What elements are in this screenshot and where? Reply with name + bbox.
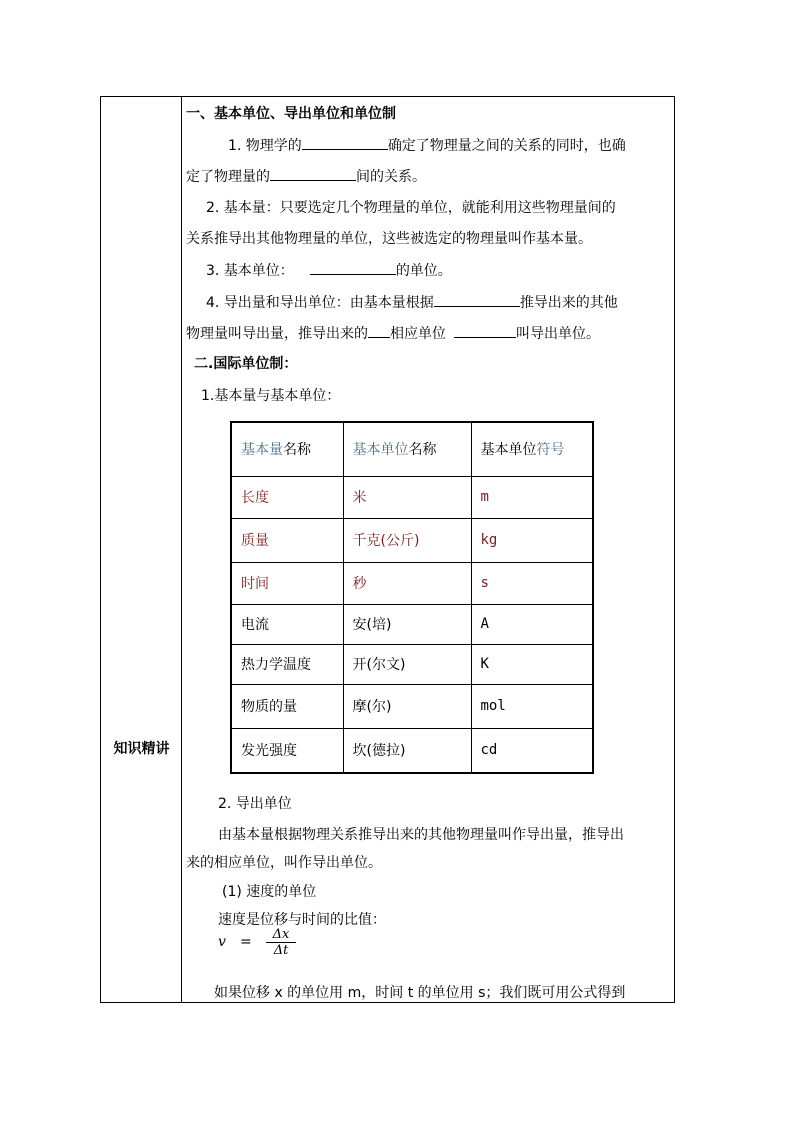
item4-text-d: 相应单位	[390, 326, 446, 342]
symbol-cell: cd	[471, 728, 593, 773]
item1-text-c: 定了物理量的	[186, 169, 270, 185]
derived-units-heading: 2. 导出单位	[218, 796, 292, 812]
item1-text-b: 确定了物理量之间的关系的同时，也确	[387, 138, 626, 154]
last-line: 如果位移 x 的单位用 m，时间 t 的单位用 s；我们既可用公式得到	[214, 985, 626, 1001]
unit-cell: 坎(德拉)	[343, 728, 471, 773]
quantity-cell: 电流	[231, 604, 343, 644]
speed-definition: 速度是位移与时间的比值：	[218, 912, 386, 928]
blank-field	[302, 135, 388, 150]
table-row	[231, 562, 593, 604]
unit-cell: 米	[343, 476, 471, 518]
item4-line2	[186, 323, 600, 344]
item2-line2: 关系推导出其他物理量的单位，这些被选定的物理量叫作基本量。	[186, 231, 592, 247]
item1-line1	[228, 135, 626, 156]
header-cell-quantity: 基本量名称	[231, 422, 343, 476]
blank-field	[434, 292, 520, 307]
section1-heading: 一、基本单位、导出单位和单位制	[186, 106, 396, 122]
table-row	[231, 476, 593, 518]
speed-unit-heading: (1) 速度的单位	[222, 884, 317, 900]
table-row	[231, 644, 593, 684]
quantity-cell: 质量	[231, 518, 343, 562]
item1-text-a: 1. 物理学的	[228, 138, 302, 154]
derived-units-para2: 来的相应单位，叫作导出单位。	[186, 855, 382, 871]
left-column	[101, 97, 182, 1002]
quantity-cell: 物质的量	[231, 684, 343, 728]
item4-text-b: 推导出来的其他	[519, 295, 618, 311]
table-row	[231, 604, 593, 644]
symbol-cell: K	[471, 644, 593, 684]
formula-numerator: Δx	[266, 927, 296, 943]
unit-cell: 安(培)	[343, 604, 471, 644]
derived-units-para1: 由基本量根据物理关系推导出来的其他物理量叫作导出量，推导出	[218, 827, 624, 843]
symbol-cell: A	[471, 604, 593, 644]
section2-sub1: 1.基本量与基本单位：	[201, 388, 341, 404]
symbol-cell: m	[471, 476, 593, 518]
quantity-cell: 发光强度	[231, 728, 343, 773]
symbol-cell: s	[471, 562, 593, 604]
symbol-cell: kg	[471, 518, 593, 562]
item4-line1	[206, 292, 618, 313]
formula-lhs: v	[218, 934, 226, 950]
item3-line	[206, 260, 452, 281]
item1-line2	[186, 166, 426, 187]
formula-equals: =	[240, 934, 252, 950]
table-row	[231, 518, 593, 562]
table-row	[231, 684, 593, 728]
blank-field	[270, 166, 356, 181]
blank-field	[454, 323, 516, 338]
quantity-cell: 时间	[231, 562, 343, 604]
unit-cell: 秒	[343, 562, 471, 604]
unit-cell: 千克(公斤)	[343, 518, 471, 562]
item4-text-c: 物理量叫导出量，推导出来的	[186, 326, 368, 342]
formula-denominator: Δt	[273, 943, 289, 958]
table-row	[231, 728, 593, 773]
item4-text-e: 叫导出单位。	[516, 326, 600, 342]
si-units-table	[230, 421, 594, 774]
item4-text-a: 4. 导出量和导出单位：由基本量根据	[206, 295, 434, 311]
item2-line1: 2. 基本量：只要选定几个物理量的单位，就能利用这些物理量间的	[206, 200, 616, 216]
formula-fraction	[266, 927, 296, 959]
item3-text-b: 的单位。	[395, 263, 452, 279]
blank-field	[310, 260, 396, 275]
unit-cell: 开(尔文)	[343, 644, 471, 684]
quantity-cell: 长度	[231, 476, 343, 518]
header-cell-unit-name: 基本单位名称	[343, 422, 471, 476]
unit-cell: 摩(尔)	[343, 684, 471, 728]
item3-text-a: 3. 基本单位：	[206, 263, 294, 279]
header-cell-unit-symbol: 基本单位符号	[471, 422, 593, 476]
quantity-cell: 热力学温度	[231, 644, 343, 684]
section2-heading: 二.国际单位制：	[194, 356, 298, 372]
blank-field	[368, 323, 390, 338]
section-label: 知识精讲	[113, 741, 170, 757]
symbol-cell: mol	[471, 684, 593, 728]
table-header-row	[231, 422, 593, 476]
item1-text-d: 间的关系。	[356, 169, 426, 185]
